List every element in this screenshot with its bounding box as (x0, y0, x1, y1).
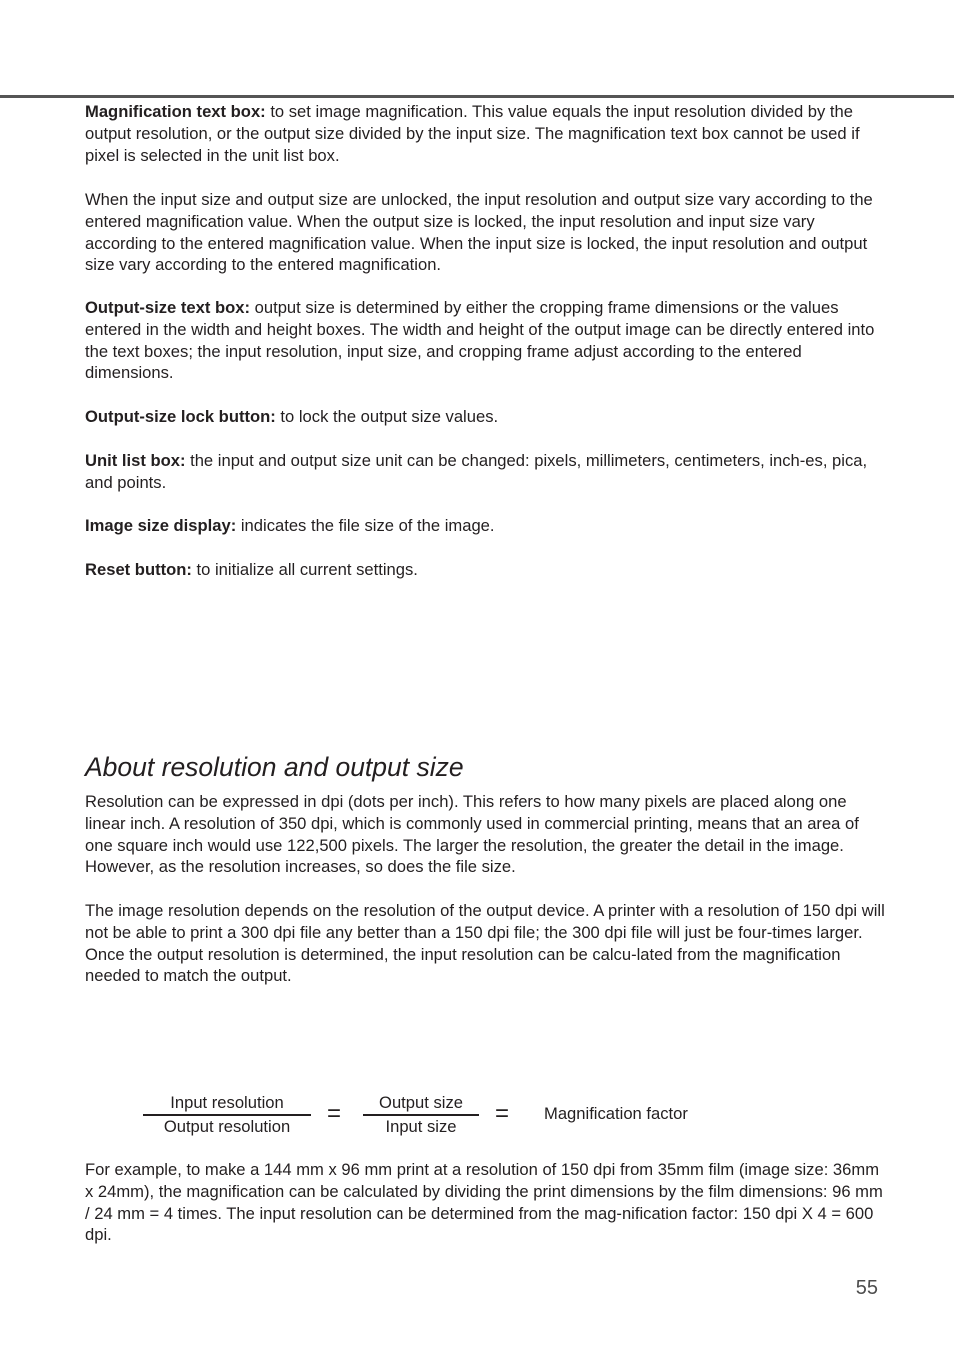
formula-result: Magnification factor (544, 1104, 688, 1123)
resolution-paragraph: Resolution can be expressed in dpi (dots per inch). This refers to how many pixels are placed along one linear inch. A resolution of 350 dpi, which is commonly used in commercial printing, means that an area of one square inch would use 122,500 pixels. The larger the resolution, the greater the detail in the image. However, as the resolution increases, so does the file size. (85, 792, 859, 877)
paragraph-text: When the input size and output size are unlocked, the input resolution and output size vary according to the entered magnification value. When the output size is locked, the input resolution and input size vary according to the entered magnification value. When the input size is locked, the input resolution and output size vary according to the entered magnification. (85, 190, 873, 275)
definition-term: Unit list box: (85, 451, 186, 470)
fraction-numerator: Output size (379, 1093, 463, 1112)
definition-text: to initialize all current settings. (191, 560, 418, 579)
size-fraction (363, 1092, 479, 1137)
definition-reset-button (85, 559, 885, 581)
example-paragraph: For example, to make a 144 mm x 96 mm print at a resolution of 150 dpi from 35mm film (image size: 36mm x 24mm), the magnification can be calculated by dividing the print dimensions by the film dimensions: 96 mm / 24 mm = 4 times. The input resolution can be determined from the mag-nification factor: 150 dpi X 4 = 600 dpi. (85, 1160, 883, 1245)
definition-term: Reset button: (85, 560, 192, 579)
magnification-lock-paragraph (85, 189, 885, 276)
definition-term: Output-size text box: (85, 298, 251, 317)
header-rule (0, 95, 954, 98)
page-number: 55 (855, 1277, 878, 1299)
definition-term: Output-size lock button: (85, 407, 276, 426)
fraction-numerator: Input resolution (170, 1093, 284, 1112)
equals-sign: = (327, 1100, 342, 1127)
fraction-denominator: Output resolution (163, 1116, 291, 1136)
definition-text: indicates the file size of the image. (236, 516, 495, 535)
definition-output-size-lock-button (85, 406, 885, 428)
definition-term: Image size display: (85, 516, 237, 535)
definition-text: output size is determined by either the cropping frame dimensions or the values entered in the width and height boxes. The width and height of the output image can be directly entered into the text boxes; the input resolution, input size, and cropping frame adjust according to the entered dimensions. (85, 298, 875, 383)
resolution-fraction (143, 1092, 311, 1137)
fraction-denominator: Input size (385, 1116, 457, 1136)
definition-magnification-text-box (85, 101, 885, 166)
definition-output-size-text-box (85, 297, 885, 384)
equals-sign: = (495, 1100, 510, 1127)
definition-text: to set image magnification. This value equals the input resolution divided by the output resolution, or the output size divided by the input size. The magnification text box cannot be used if pixel is selected in the unit list box. (85, 102, 860, 165)
section-title: About resolution and output size (85, 752, 464, 782)
definition-term: Magnification text box: (85, 102, 266, 121)
definition-text: to lock the output size values. (275, 407, 499, 426)
definition-image-size-display (85, 515, 885, 537)
definition-text: the input and output size unit can be changed: pixels, millimeters, centimeters, inch-es, pica, and points. (85, 451, 868, 492)
definition-unit-list-box (85, 450, 885, 494)
output-device-paragraph: The image resolution depends on the resolution of the output device. A printer with a resolution of 150 dpi will not be able to print a 300 dpi file any better than a 150 dpi file; the 300 dpi file will just be four-times larger. Once the output resolution is determined, the input resolution can be calcu-lated from the magnification needed to match the output. (85, 901, 885, 986)
